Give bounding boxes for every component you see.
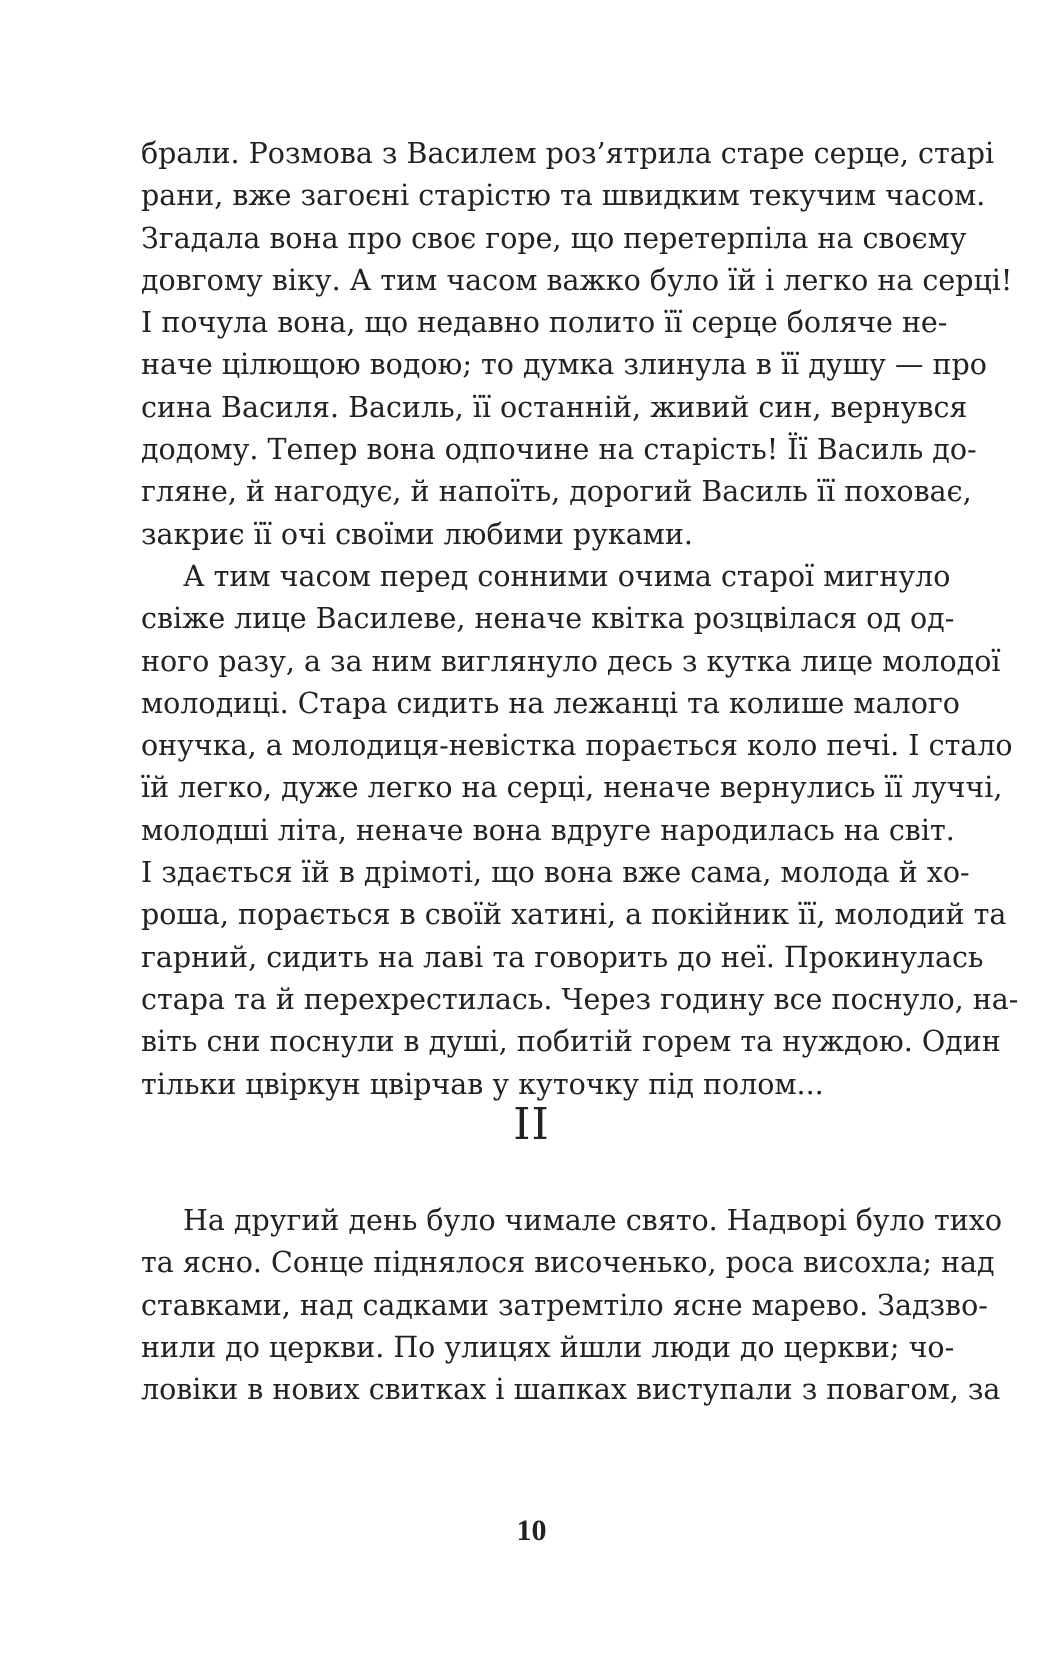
text-line: молодші літа, неначе вона вдруге народилась на світ. xyxy=(141,813,955,847)
text-line: закриє її очі своїми любими руками. xyxy=(141,517,693,551)
text-line: тільки цвіркун цвірчав у куточку під полом... xyxy=(141,1067,824,1101)
text-line: та ясно. Сонце піднялося височенько, роса висохла; над xyxy=(141,1246,995,1280)
text-line: стара та й перехрестилась. Через годину все поснуло, на- xyxy=(141,982,1019,1016)
text-line: онучка, а молодиця-невістка порається коло печі. І стало xyxy=(141,729,1013,763)
text-line: брали. Розмова з Василем роз’ятрила старе серце, старі xyxy=(141,137,995,170)
chapter-heading: II xyxy=(513,1099,550,1150)
text-line: довгому віку. А тим часом важко було їй і легко на серці! xyxy=(141,263,1013,297)
text-line: І почула вона, що недавно полито її серце боляче не- xyxy=(141,306,948,340)
text-line: А тим часом перед сонними очима старої мигнуло xyxy=(183,559,951,593)
text-line: ловіки в нових свитках і шапках виступали з повагом, за xyxy=(141,1373,1001,1407)
text-line: роша, порається в своїй хатині, а покійник її, молодий та xyxy=(141,898,1007,932)
text-line: рани, вже загоєні старістю та швидким текучим часом. xyxy=(141,179,986,213)
text-line: свіже лице Василеве, неначе квітка розцвілася од од- xyxy=(141,602,955,636)
text-line: гляне, й нагодує, й напоїть, дорогий Василь її поховає, xyxy=(141,475,972,509)
text-line: наче цілющою водою; то думка злинула в її душу — про xyxy=(141,348,987,382)
text-line: І здається їй в дрімоті, що вона вже сама, молода й хо- xyxy=(141,856,970,890)
text-line: додому. Тепер вона одпочине на старість! Її Василь до- xyxy=(141,433,977,467)
text-line: віть сни поснули в душі, побитій горем та нуждою. Один xyxy=(141,1025,1001,1059)
text-line: їй легко, дуже легко на серці, неначе вернулись її луччі, xyxy=(141,771,1003,805)
text-line: ного разу, а за ним виглянуло десь з кутка лице молодої xyxy=(141,644,1001,678)
text-line: молодиці. Стара сидить на лежанці та колише малого xyxy=(141,686,960,720)
text-line: сина Василя. Василь, її останній, живий син, вернувся xyxy=(141,390,968,424)
text-line: гарний, сидить на лаві та говорить до неї. Прокинулась xyxy=(141,940,984,974)
text-line: ставками, над садками затремтіло ясне марево. Задзво- xyxy=(141,1288,988,1322)
page-number: 10 xyxy=(516,1514,547,1547)
text-block-top xyxy=(141,133,1019,1106)
text-line: Згадала вона про своє горе, що перетерпіла на своєму xyxy=(141,221,967,255)
text-line: На другий день було чимале свято. Надворі було тихо xyxy=(183,1204,1002,1237)
text-line: нили до церкви. По улицях йшли люди до церкви; чо- xyxy=(141,1330,955,1364)
text-block-chapter xyxy=(141,1200,1002,1411)
